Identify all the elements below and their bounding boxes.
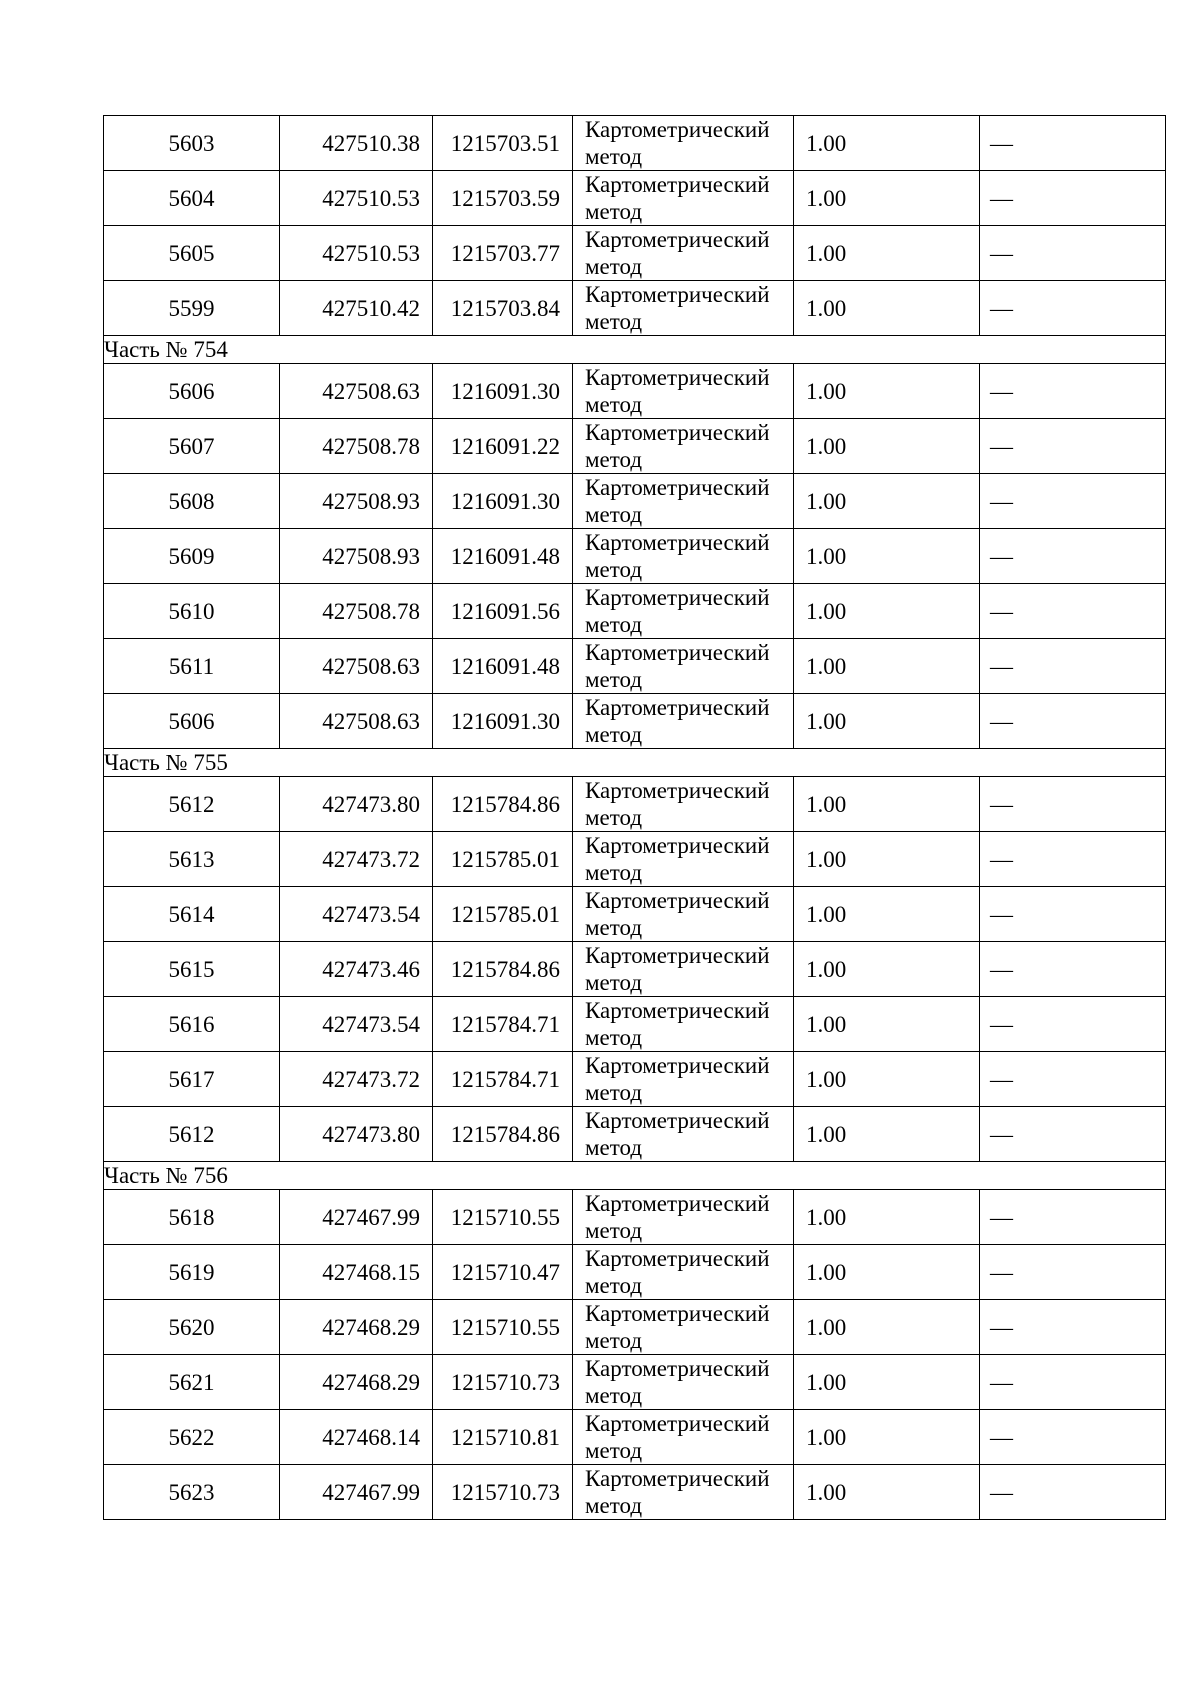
description-cell — [980, 997, 1166, 1052]
x-coordinate-cell: 427508.78 — [280, 584, 433, 639]
dash-mark: — — [990, 598, 1013, 624]
y-coordinate-cell: 1215703.51 — [433, 116, 573, 171]
point-number-cell: 5613 — [104, 832, 280, 887]
description-cell — [980, 942, 1166, 997]
method-line-1: Картометрический — [585, 475, 770, 500]
accuracy-cell: 1.00 — [794, 364, 980, 419]
x-coordinate-cell: 427508.93 — [280, 474, 433, 529]
x-coordinate-cell: 427508.63 — [280, 364, 433, 419]
x-coordinate-cell: 427508.93 — [280, 529, 433, 584]
x-coordinate-cell: 427508.63 — [280, 694, 433, 749]
method-cell — [573, 997, 794, 1052]
accuracy-cell: 1.00 — [794, 1465, 980, 1520]
y-coordinate-cell: 1215710.55 — [433, 1300, 573, 1355]
x-coordinate-cell: 427508.78 — [280, 419, 433, 474]
dash-mark: — — [990, 488, 1013, 514]
accuracy-cell: 1.00 — [794, 116, 980, 171]
description-cell — [980, 887, 1166, 942]
dash-mark: — — [990, 295, 1013, 321]
method-line-2: метод — [585, 612, 643, 637]
method-line-2: метод — [585, 970, 643, 995]
dash-mark: — — [990, 1369, 1013, 1395]
accuracy-cell: 1.00 — [794, 777, 980, 832]
y-coordinate-cell: 1215785.01 — [433, 832, 573, 887]
description-cell — [980, 1052, 1166, 1107]
point-number-cell: 5619 — [104, 1245, 280, 1300]
table-row — [104, 1355, 1166, 1410]
y-coordinate-cell: 1215784.71 — [433, 997, 573, 1052]
dash-mark: — — [990, 1066, 1013, 1092]
dash-mark: — — [990, 378, 1013, 404]
description-cell — [980, 419, 1166, 474]
y-coordinate-cell: 1216091.22 — [433, 419, 573, 474]
method-cell — [573, 942, 794, 997]
x-coordinate-cell: 427473.72 — [280, 1052, 433, 1107]
method-line-1: Картометрический — [585, 1301, 770, 1326]
table-row — [104, 529, 1166, 584]
description-cell — [980, 584, 1166, 639]
section-label: Часть № 755 — [104, 749, 1166, 777]
x-coordinate-cell: 427468.14 — [280, 1410, 433, 1465]
section-row — [104, 749, 1166, 777]
y-coordinate-cell: 1215784.86 — [433, 942, 573, 997]
x-coordinate-cell: 427473.72 — [280, 832, 433, 887]
x-coordinate-cell: 427467.99 — [280, 1190, 433, 1245]
accuracy-cell: 1.00 — [794, 639, 980, 694]
method-cell — [573, 419, 794, 474]
accuracy-cell: 1.00 — [794, 171, 980, 226]
description-cell — [980, 171, 1166, 226]
table-row — [104, 226, 1166, 281]
table-row — [104, 942, 1166, 997]
method-line-2: метод — [585, 1135, 643, 1160]
method-line-1: Картометрический — [585, 1108, 770, 1133]
method-cell — [573, 639, 794, 694]
table-row — [104, 281, 1166, 336]
description-cell — [980, 529, 1166, 584]
method-line-1: Картометрический — [585, 1466, 770, 1491]
dash-mark: — — [990, 130, 1013, 156]
table-row — [104, 997, 1166, 1052]
point-number-cell: 5622 — [104, 1410, 280, 1465]
method-line-1: Картометрический — [585, 227, 770, 252]
method-cell — [573, 1245, 794, 1300]
method-line-1: Картометрический — [585, 1246, 770, 1271]
point-number-cell: 5605 — [104, 226, 280, 281]
method-cell — [573, 832, 794, 887]
method-cell — [573, 1300, 794, 1355]
y-coordinate-cell: 1215703.84 — [433, 281, 573, 336]
x-coordinate-cell: 427473.80 — [280, 1107, 433, 1162]
x-coordinate-cell: 427468.15 — [280, 1245, 433, 1300]
point-number-cell: 5620 — [104, 1300, 280, 1355]
x-coordinate-cell: 427468.29 — [280, 1355, 433, 1410]
dash-mark: — — [990, 791, 1013, 817]
table-row — [104, 171, 1166, 226]
method-cell — [573, 1107, 794, 1162]
section-label: Часть № 754 — [104, 336, 1166, 364]
method-line-1: Картометрический — [585, 1053, 770, 1078]
dash-mark: — — [990, 185, 1013, 211]
x-coordinate-cell: 427473.54 — [280, 887, 433, 942]
y-coordinate-cell: 1216091.48 — [433, 639, 573, 694]
point-number-cell: 5618 — [104, 1190, 280, 1245]
x-coordinate-cell: 427467.99 — [280, 1465, 433, 1520]
x-coordinate-cell: 427510.53 — [280, 171, 433, 226]
dash-mark: — — [990, 901, 1013, 927]
method-line-1: Картометрический — [585, 420, 770, 445]
point-number-cell: 5614 — [104, 887, 280, 942]
y-coordinate-cell: 1215710.47 — [433, 1245, 573, 1300]
accuracy-cell: 1.00 — [794, 281, 980, 336]
accuracy-cell: 1.00 — [794, 1245, 980, 1300]
dash-mark: — — [990, 653, 1013, 679]
dash-mark: — — [990, 846, 1013, 872]
table-row — [104, 1465, 1166, 1520]
description-cell — [980, 1107, 1166, 1162]
dash-mark: — — [990, 543, 1013, 569]
method-line-1: Картометрический — [585, 1356, 770, 1381]
method-cell — [573, 1355, 794, 1410]
y-coordinate-cell: 1215710.55 — [433, 1190, 573, 1245]
dash-mark: — — [990, 1314, 1013, 1340]
method-line-1: Картометрический — [585, 1411, 770, 1436]
x-coordinate-cell: 427473.46 — [280, 942, 433, 997]
dash-mark: — — [990, 956, 1013, 982]
method-cell — [573, 474, 794, 529]
method-cell — [573, 1410, 794, 1465]
point-number-cell: 5599 — [104, 281, 280, 336]
point-number-cell: 5607 — [104, 419, 280, 474]
method-line-1: Картометрический — [585, 530, 770, 555]
method-line-2: метод — [585, 1025, 643, 1050]
table-row — [104, 116, 1166, 171]
table-row — [104, 1107, 1166, 1162]
table-row — [104, 419, 1166, 474]
method-line-1: Картометрический — [585, 172, 770, 197]
point-number-cell: 5616 — [104, 997, 280, 1052]
y-coordinate-cell: 1215703.59 — [433, 171, 573, 226]
accuracy-cell: 1.00 — [794, 1300, 980, 1355]
method-cell — [573, 777, 794, 832]
y-coordinate-cell: 1215710.81 — [433, 1410, 573, 1465]
method-line-1: Картометрический — [585, 282, 770, 307]
table-row — [104, 832, 1166, 887]
x-coordinate-cell: 427468.29 — [280, 1300, 433, 1355]
method-line-2: метод — [585, 1328, 643, 1353]
method-line-2: метод — [585, 502, 643, 527]
method-line-1: Картометрический — [585, 365, 770, 390]
accuracy-cell: 1.00 — [794, 226, 980, 281]
dash-mark: — — [990, 240, 1013, 266]
method-line-2: метод — [585, 392, 643, 417]
method-line-2: метод — [585, 199, 643, 224]
method-cell — [573, 584, 794, 639]
method-line-1: Картометрический — [585, 888, 770, 913]
dash-mark: — — [990, 1204, 1013, 1230]
method-line-2: метод — [585, 1218, 643, 1243]
point-number-cell: 5612 — [104, 777, 280, 832]
x-coordinate-cell: 427510.53 — [280, 226, 433, 281]
method-line-2: метод — [585, 1493, 643, 1518]
description-cell — [980, 1465, 1166, 1520]
method-cell — [573, 281, 794, 336]
y-coordinate-cell: 1216091.48 — [433, 529, 573, 584]
method-line-2: метод — [585, 1383, 643, 1408]
point-number-cell: 5612 — [104, 1107, 280, 1162]
accuracy-cell: 1.00 — [794, 1190, 980, 1245]
dash-mark: — — [990, 1259, 1013, 1285]
section-row — [104, 1162, 1166, 1190]
description-cell — [980, 116, 1166, 171]
x-coordinate-cell: 427508.63 — [280, 639, 433, 694]
y-coordinate-cell: 1215703.77 — [433, 226, 573, 281]
dash-mark: — — [990, 1011, 1013, 1037]
x-coordinate-cell: 427473.54 — [280, 997, 433, 1052]
method-line-2: метод — [585, 447, 643, 472]
y-coordinate-cell: 1215710.73 — [433, 1355, 573, 1410]
point-number-cell: 5609 — [104, 529, 280, 584]
method-line-2: метод — [585, 557, 643, 582]
point-number-cell: 5617 — [104, 1052, 280, 1107]
method-cell — [573, 1052, 794, 1107]
method-line-1: Картометрический — [585, 695, 770, 720]
point-number-cell: 5606 — [104, 364, 280, 419]
y-coordinate-cell: 1215784.71 — [433, 1052, 573, 1107]
y-coordinate-cell: 1216091.30 — [433, 474, 573, 529]
method-line-2: метод — [585, 667, 643, 692]
table-row — [104, 777, 1166, 832]
description-cell — [980, 226, 1166, 281]
point-number-cell: 5604 — [104, 171, 280, 226]
method-line-2: метод — [585, 1438, 643, 1463]
description-cell — [980, 694, 1166, 749]
dash-mark: — — [990, 433, 1013, 459]
x-coordinate-cell: 427473.80 — [280, 777, 433, 832]
accuracy-cell: 1.00 — [794, 694, 980, 749]
dash-mark: — — [990, 1479, 1013, 1505]
accuracy-cell: 1.00 — [794, 529, 980, 584]
method-cell — [573, 171, 794, 226]
section-label: Часть № 756 — [104, 1162, 1166, 1190]
method-cell — [573, 1190, 794, 1245]
accuracy-cell: 1.00 — [794, 419, 980, 474]
method-cell — [573, 226, 794, 281]
method-cell — [573, 364, 794, 419]
method-line-2: метод — [585, 860, 643, 885]
point-number-cell: 5615 — [104, 942, 280, 997]
table-row — [104, 694, 1166, 749]
point-number-cell: 5611 — [104, 639, 280, 694]
description-cell — [980, 364, 1166, 419]
description-cell — [980, 281, 1166, 336]
method-line-2: метод — [585, 722, 643, 747]
point-number-cell: 5623 — [104, 1465, 280, 1520]
method-line-2: метод — [585, 1080, 643, 1105]
method-line-1: Картометрический — [585, 998, 770, 1023]
table-row — [104, 474, 1166, 529]
description-cell — [980, 474, 1166, 529]
accuracy-cell: 1.00 — [794, 584, 980, 639]
method-line-1: Картометрический — [585, 1191, 770, 1216]
accuracy-cell: 1.00 — [794, 1107, 980, 1162]
accuracy-cell: 1.00 — [794, 1052, 980, 1107]
method-line-2: метод — [585, 254, 643, 279]
method-line-2: метод — [585, 915, 643, 940]
description-cell — [980, 639, 1166, 694]
table-row — [104, 364, 1166, 419]
point-number-cell: 5603 — [104, 116, 280, 171]
method-line-2: метод — [585, 309, 643, 334]
accuracy-cell: 1.00 — [794, 474, 980, 529]
method-cell — [573, 116, 794, 171]
y-coordinate-cell: 1216091.56 — [433, 584, 573, 639]
method-line-2: метод — [585, 144, 643, 169]
table-row — [104, 1052, 1166, 1107]
description-cell — [980, 777, 1166, 832]
point-number-cell: 5621 — [104, 1355, 280, 1410]
table-row — [104, 1300, 1166, 1355]
description-cell — [980, 832, 1166, 887]
description-cell — [980, 1300, 1166, 1355]
coordinates-table-body — [104, 116, 1166, 1520]
accuracy-cell: 1.00 — [794, 997, 980, 1052]
point-number-cell: 5610 — [104, 584, 280, 639]
accuracy-cell: 1.00 — [794, 832, 980, 887]
description-cell — [980, 1355, 1166, 1410]
y-coordinate-cell: 1215784.86 — [433, 1107, 573, 1162]
method-cell — [573, 887, 794, 942]
point-number-cell: 5608 — [104, 474, 280, 529]
coordinates-table — [103, 115, 1166, 1520]
accuracy-cell: 1.00 — [794, 942, 980, 997]
y-coordinate-cell: 1215784.86 — [433, 777, 573, 832]
y-coordinate-cell: 1215785.01 — [433, 887, 573, 942]
method-line-2: метод — [585, 1273, 643, 1298]
method-line-1: Картометрический — [585, 943, 770, 968]
description-cell — [980, 1190, 1166, 1245]
dash-mark: — — [990, 1121, 1013, 1147]
method-line-2: метод — [585, 805, 643, 830]
y-coordinate-cell: 1215710.73 — [433, 1465, 573, 1520]
point-number-cell: 5606 — [104, 694, 280, 749]
dash-mark: — — [990, 1424, 1013, 1450]
table-row — [104, 584, 1166, 639]
method-line-1: Картометрический — [585, 117, 770, 142]
method-cell — [573, 529, 794, 584]
method-line-1: Картометрический — [585, 585, 770, 610]
description-cell — [980, 1410, 1166, 1465]
accuracy-cell: 1.00 — [794, 887, 980, 942]
method-cell — [573, 1465, 794, 1520]
method-line-1: Картометрический — [585, 778, 770, 803]
accuracy-cell: 1.00 — [794, 1355, 980, 1410]
table-row — [104, 1410, 1166, 1465]
y-coordinate-cell: 1216091.30 — [433, 694, 573, 749]
table-row — [104, 1190, 1166, 1245]
table-row — [104, 639, 1166, 694]
x-coordinate-cell: 427510.38 — [280, 116, 433, 171]
x-coordinate-cell: 427510.42 — [280, 281, 433, 336]
y-coordinate-cell: 1216091.30 — [433, 364, 573, 419]
method-cell — [573, 694, 794, 749]
description-cell — [980, 1245, 1166, 1300]
method-line-1: Картометрический — [585, 640, 770, 665]
table-row — [104, 1245, 1166, 1300]
section-row — [104, 336, 1166, 364]
table-row — [104, 887, 1166, 942]
method-line-1: Картометрический — [585, 833, 770, 858]
dash-mark: — — [990, 708, 1013, 734]
accuracy-cell: 1.00 — [794, 1410, 980, 1465]
